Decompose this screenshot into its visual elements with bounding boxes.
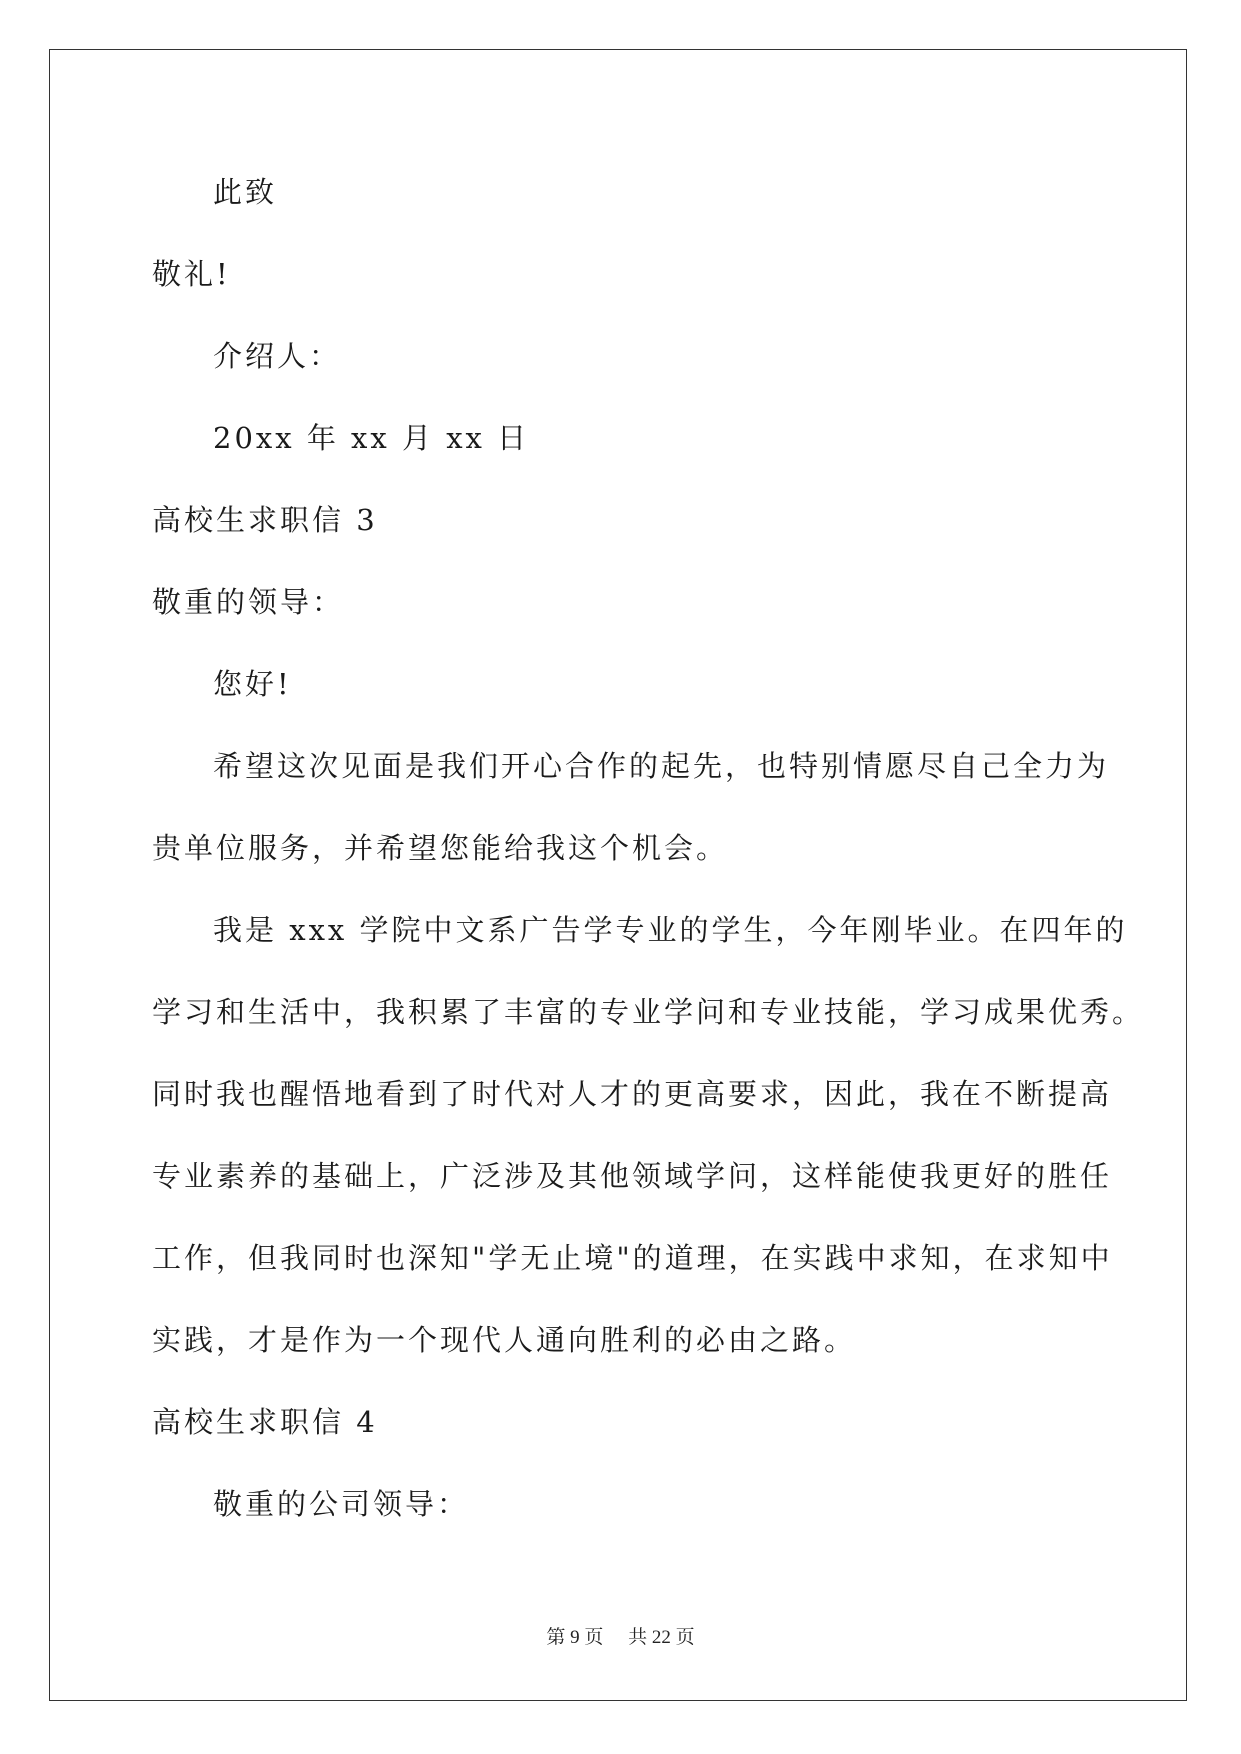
greeting-recipient: 敬重的公司领导： (213, 1487, 470, 1521)
paragraph-line: 实践，才是作为一个现代人通向胜利的必由之路。 (152, 1323, 857, 1357)
closing-regards: 敬礼! (152, 257, 231, 291)
page-border (49, 49, 1187, 1701)
greeting-hello: 您好! (213, 667, 292, 701)
paragraph-line: 工作，但我同时也深知"学无止境"的道理，在实践中求知，在求知中 (152, 1241, 1113, 1275)
page-footer (0, 1622, 1241, 1649)
paragraph-line: 贵单位服务，并希望您能给我这个机会。 (152, 831, 729, 865)
paragraph-line: 我是 xxx 学院中文系广告学专业的学生，今年刚毕业。在四年的 (213, 913, 1128, 947)
section-heading-3: 高校生求职信 3 (152, 503, 378, 537)
paragraph-line: 同时我也醒悟地看到了时代对人才的更高要求，因此，我在不断提高 (152, 1077, 1113, 1111)
paragraph-line: 专业素养的基础上，广泛涉及其他领域学问，这样能使我更好的胜任 (152, 1159, 1113, 1193)
section-heading-4: 高校生求职信 4 (152, 1405, 378, 1439)
closing-salutation: 此致 (213, 175, 278, 209)
paragraph-line: 学习和生活中，我积累了丰富的专业学问和专业技能，学习成果优秀。 (152, 995, 1145, 1029)
page-total: 共 22 页 (628, 1627, 695, 1648)
referrer-label: 介绍人： (213, 339, 342, 373)
greeting-recipient: 敬重的领导： (152, 585, 345, 619)
date-line: 20xx 年 xx 月 xx 日 (213, 421, 530, 455)
page-number: 第 9 页 (546, 1627, 604, 1648)
paragraph-line: 希望这次见面是我们开心合作的起先，也特别情愿尽自己全力为 (213, 749, 1110, 783)
